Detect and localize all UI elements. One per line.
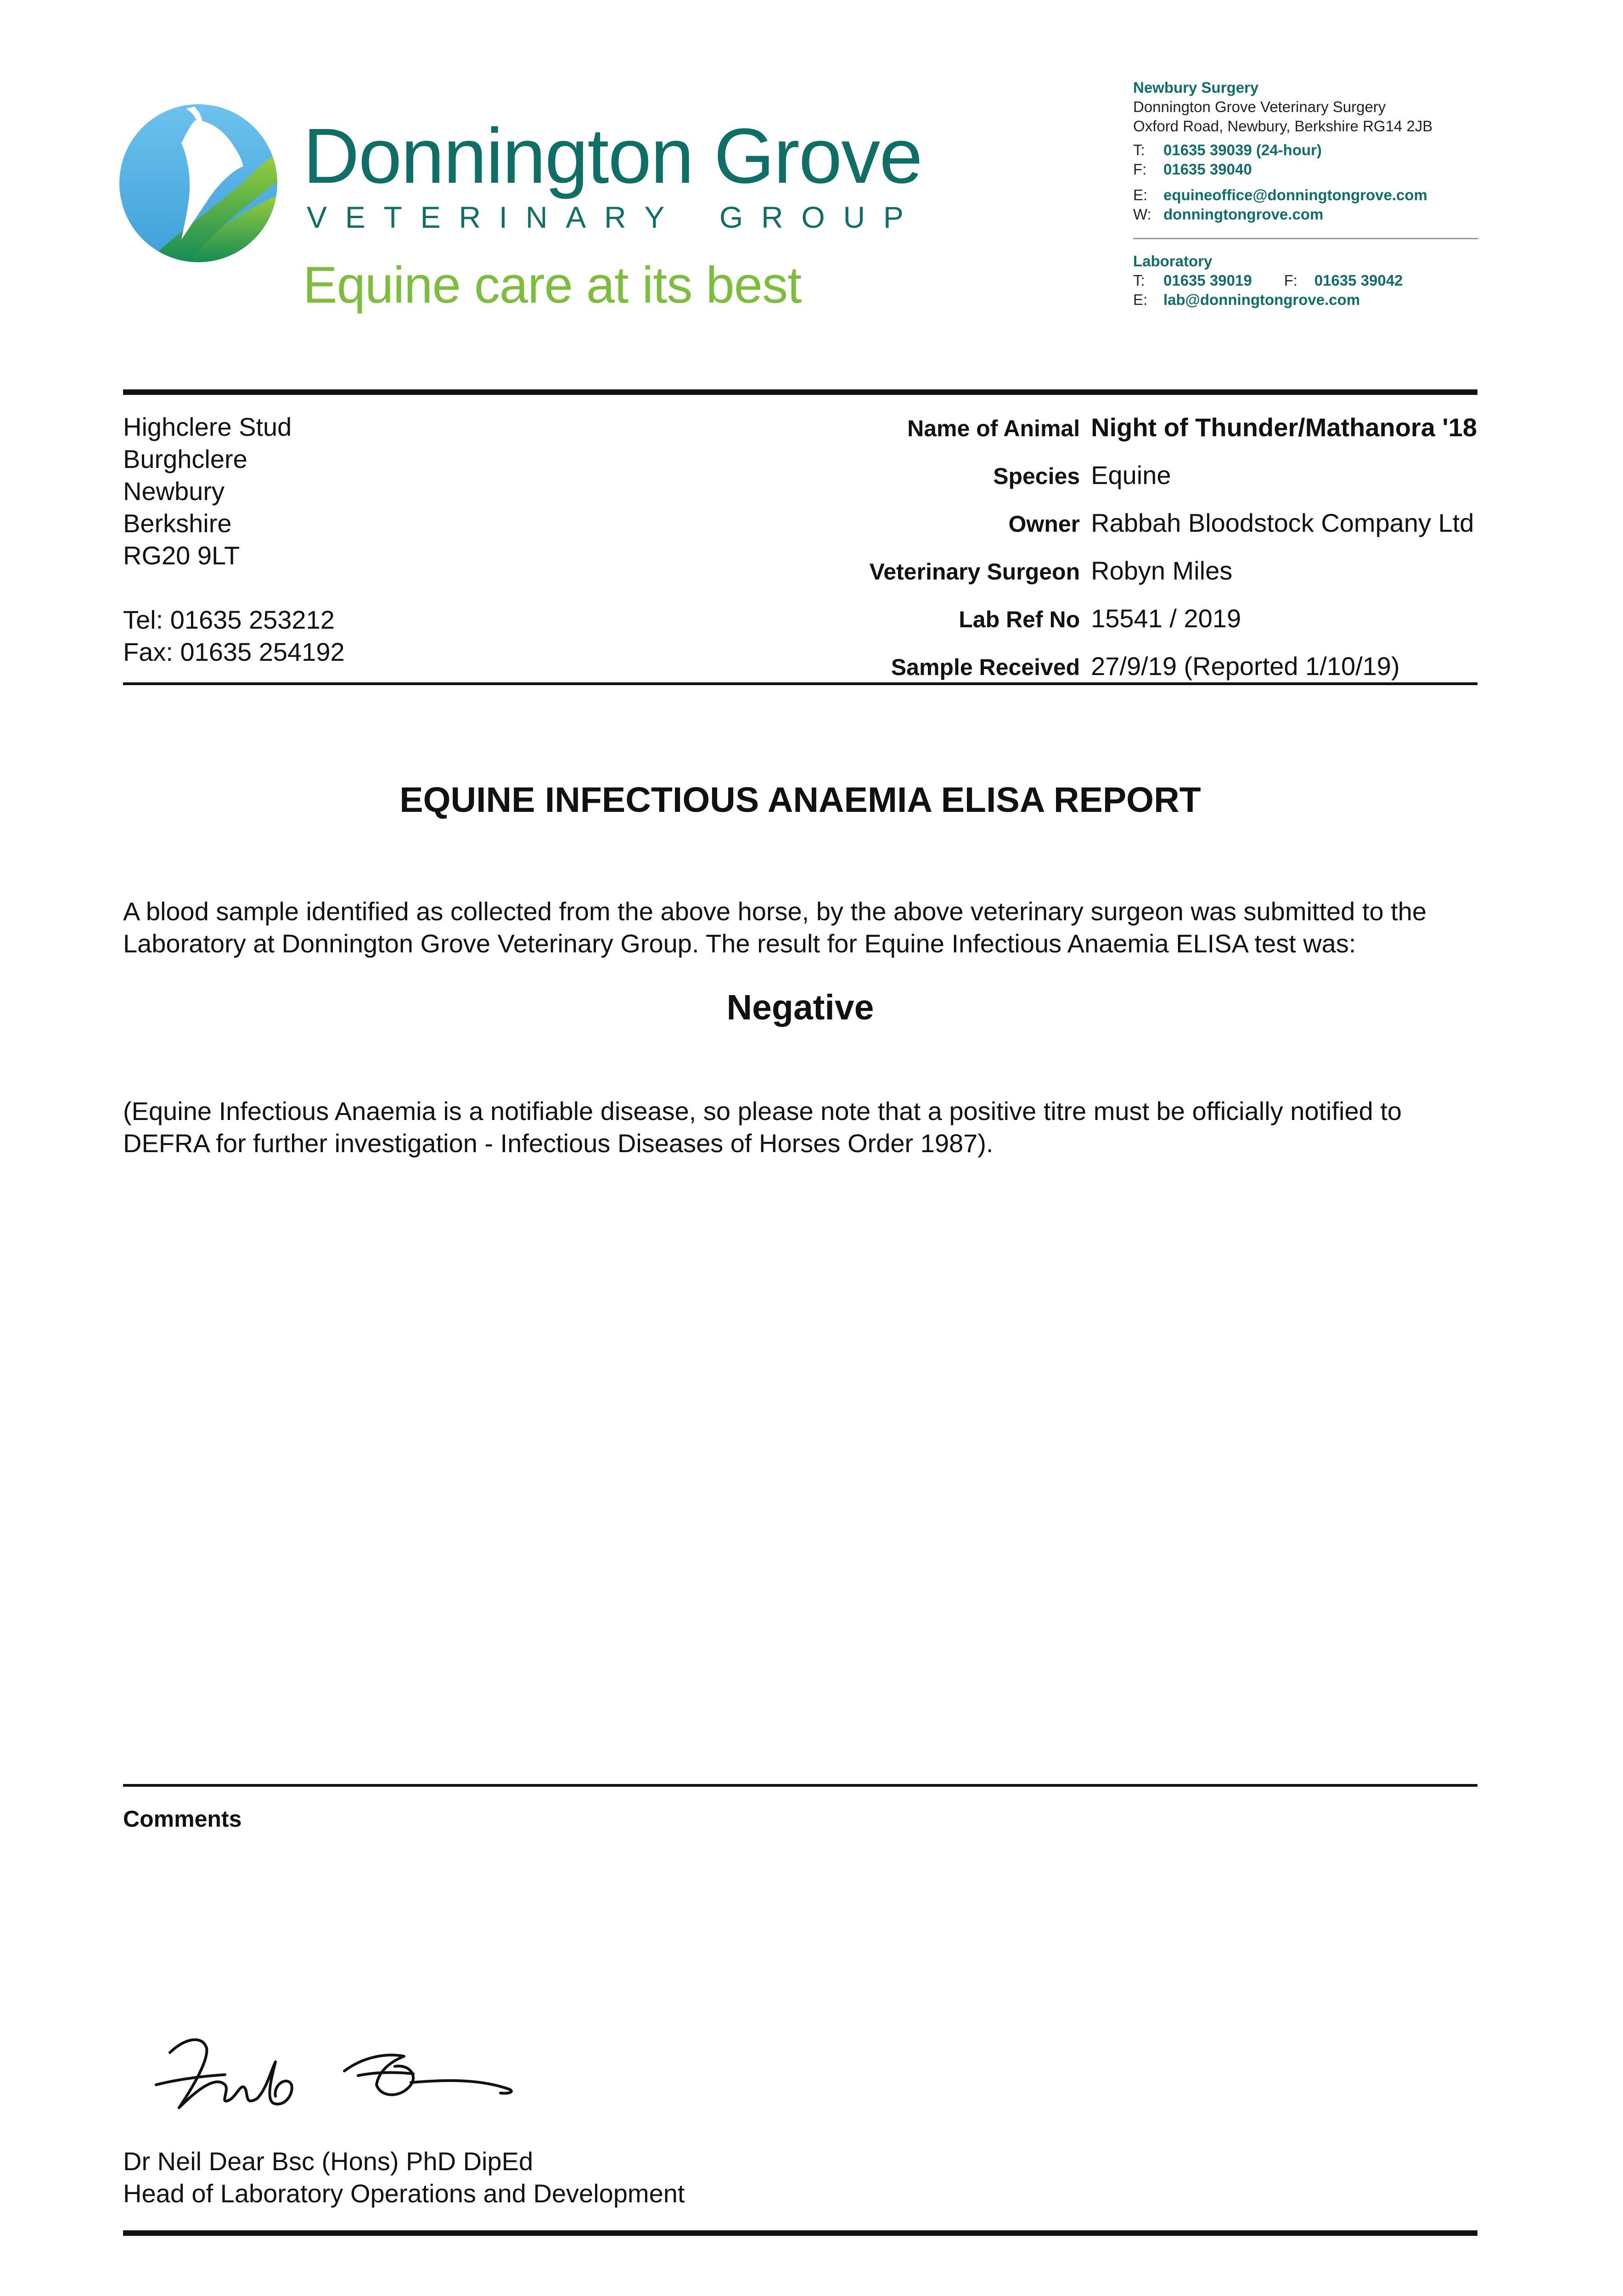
contact-divider bbox=[1133, 238, 1478, 239]
labref-value: 15541 / 2019 bbox=[1091, 604, 1241, 633]
owner-value: Rabbah Bloodstock Company Ltd bbox=[1091, 508, 1474, 537]
surgery-contact-block: Newbury Surgery Donnington Grove Veterinary Surgery Oxford Road, Newbury, Berkshire RG14 2JB T: 01635 39039 (24-hour) F: 01635 39040 E: equineoffice@donningtongrove.com W: donningtongrove.com bbox=[1133, 79, 1433, 223]
bottom-divider bbox=[123, 2230, 1477, 2236]
address-line: Berkshire bbox=[123, 509, 232, 538]
handwritten-signature bbox=[147, 2020, 542, 2122]
address-line: Newbury bbox=[123, 477, 225, 506]
address-line: RG20 9LT bbox=[123, 541, 240, 570]
laboratory-phone: 01635 39019 bbox=[1163, 272, 1252, 289]
surgery-address-line2: Oxford Road, Newbury, Berkshire RG14 2JB bbox=[1133, 118, 1433, 135]
notifiable-disease-note: (Equine Infectious Anaemia is a notifiable disease, so please note that a positive titre must be officially notified to DEFRA for further investigation - Infectious Diseases of Horses Order 1987). bbox=[123, 1097, 1402, 1158]
labref-label: Lab Ref No bbox=[959, 607, 1080, 632]
address-line: Burghclere bbox=[123, 445, 247, 473]
laboratory-fax: 01635 39042 bbox=[1314, 272, 1403, 289]
signatory bbox=[123, 2145, 685, 2210]
comments-divider bbox=[123, 1784, 1477, 1787]
detail-row-vet bbox=[870, 556, 1477, 603]
animal-name: Night of Thunder/Mathanora '18 bbox=[1091, 413, 1477, 442]
recipient-tel: Tel: 01635 253212 bbox=[123, 605, 335, 634]
sample-details-table bbox=[870, 412, 1477, 699]
owner-label: Owner bbox=[1008, 511, 1080, 537]
detail-row-species bbox=[870, 460, 1477, 508]
surgery-address-line1: Donnington Grove Veterinary Surgery bbox=[1133, 98, 1386, 115]
laboratory-contact-block: Laboratory T: 01635 39019 F: 01635 39042 E: lab@donningtongrove.com bbox=[1133, 253, 1403, 308]
top-divider bbox=[123, 389, 1477, 395]
surgery-title: Newbury Surgery bbox=[1133, 79, 1259, 96]
surgery-website-link[interactable]: donningtongrove.com bbox=[1163, 206, 1324, 223]
donnington-grove-logo-icon bbox=[117, 102, 280, 265]
species-label: Species bbox=[993, 463, 1080, 489]
surgery-phone: 01635 39039 (24-hour) bbox=[1163, 141, 1322, 158]
report-intro-text: A blood sample identified as collected from the above horse, by the above veterinary surgeon was submitted to the Laboratory at Donnington Grove Veterinary Group. The result for Equine Infectious Anaemia ELISA test was: bbox=[123, 897, 1426, 958]
detail-row-received bbox=[870, 651, 1477, 699]
tagline: Equine care at its best bbox=[303, 256, 802, 314]
signatory-name: Dr Neil Dear Bsc (Hons) PhD DipEd bbox=[123, 2147, 534, 2176]
detail-row-owner bbox=[870, 508, 1477, 556]
brand-subtitle: V E T E R I N A R Y G R O U P bbox=[307, 200, 904, 234]
surgery-email-link[interactable]: equineoffice@donningtongrove.com bbox=[1163, 186, 1427, 203]
detail-row-labref bbox=[870, 603, 1477, 651]
report-title: EQUINE INFECTIOUS ANAEMIA ELISA REPORT bbox=[399, 780, 1201, 820]
species-value: Equine bbox=[1091, 461, 1171, 490]
received-label: Sample Received bbox=[891, 654, 1080, 680]
test-result: Negative bbox=[726, 988, 874, 1027]
recipient-fax: Fax: 01635 254192 bbox=[123, 637, 345, 666]
surgery-fax: 01635 39040 bbox=[1163, 161, 1252, 178]
vet-label: Veterinary Surgeon bbox=[869, 559, 1080, 585]
animal-label: Name of Animal bbox=[907, 416, 1080, 441]
comments-label: Comments bbox=[123, 1806, 242, 1832]
vet-value: Robyn Miles bbox=[1091, 556, 1233, 585]
recipient-address bbox=[123, 411, 345, 668]
info-divider bbox=[123, 682, 1477, 685]
laboratory-email-link[interactable]: lab@donningtongrove.com bbox=[1163, 291, 1360, 308]
signatory-title: Head of Laboratory Operations and Development bbox=[123, 2179, 685, 2208]
laboratory-title: Laboratory bbox=[1133, 253, 1213, 270]
received-value: 27/9/19 (Reported 1/10/19) bbox=[1091, 652, 1400, 681]
address-line: Highclere Stud bbox=[123, 412, 292, 441]
brand-name: Donnington Grove bbox=[303, 113, 922, 200]
detail-row-animal bbox=[870, 412, 1477, 460]
